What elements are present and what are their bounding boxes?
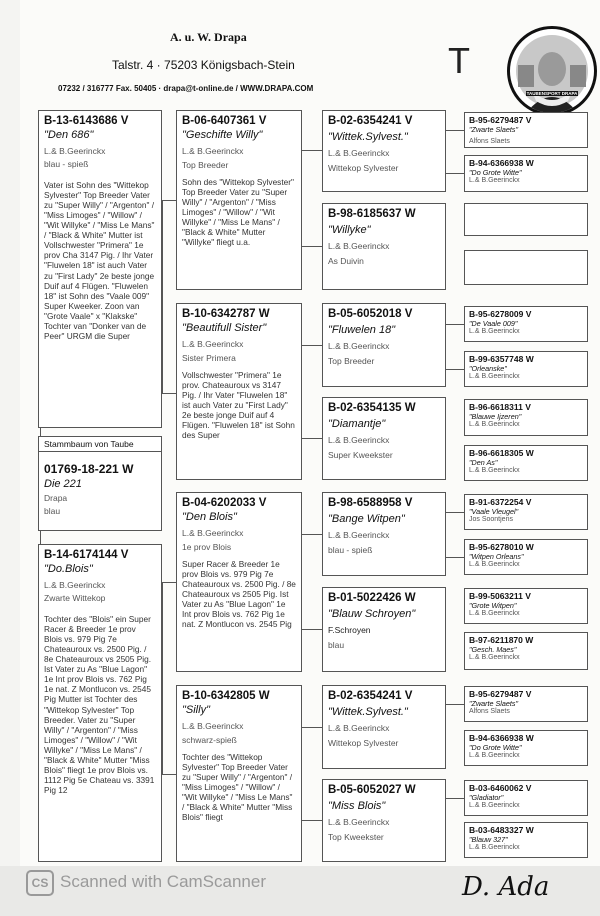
- color-note: Wittekop Sylvester: [328, 737, 399, 748]
- pigeon-name: "Gesch. Maes": [469, 645, 517, 654]
- ring-number: B-95-6279487 V: [469, 689, 532, 699]
- description: Super Racer & Breeder 1e prov Blois vs. 979 Pig 7e Chateauroux vs. 2500 Pig. / 8e Chateauroux vs 2505 Pig. Ist Vater zu As "Blue Lagon" 1e Int prov Blois vs. 762 Pig 1e nat. Z Montlucon vs. 2545 Pig: [182, 558, 296, 630]
- breeder: Alfons Slaets: [469, 138, 510, 145]
- connector-col3e: [446, 512, 464, 513]
- pigeon-name: "Vaale Vleugel": [469, 507, 519, 516]
- connector-subject-mother: [40, 531, 41, 544]
- col3-card-3: [322, 397, 446, 480]
- breeder: L.& B.Geerinckx: [182, 721, 244, 731]
- connector-col1-father-bottom: [162, 393, 176, 394]
- col2-card-1: [176, 303, 302, 480]
- connector-col3b: [446, 173, 464, 174]
- pigeon-name: "Geschifte Willy": [182, 129, 263, 141]
- pigeon-name: "Zwarte Slaets": [469, 125, 519, 134]
- father-ring: B-13-6143686 V: [44, 115, 129, 127]
- pigeon-name: "Diamantje": [328, 418, 386, 430]
- col3-card-4: [322, 492, 446, 576]
- subject-heading: Stammbaum von Taube: [39, 439, 161, 452]
- connector-col2-2b: [302, 629, 322, 630]
- ring-number: B-05-6052018 V: [328, 308, 413, 320]
- father-name: "Den 686": [44, 129, 94, 141]
- logo-emblem: [507, 26, 597, 116]
- col4-card-9: [464, 539, 588, 575]
- pigeon-name: "Zwarte Slaets": [469, 699, 519, 708]
- col2-card-0: [176, 110, 302, 290]
- scanner-watermark: Scanned with CamScanner: [60, 872, 267, 891]
- breeder: L.& B.Geerinckx: [182, 528, 244, 538]
- breeder: L.& B.Geerinckx: [469, 752, 520, 759]
- company-name: A. u. W. Drapa: [170, 30, 247, 44]
- ring-number: B-94-6366938 W: [469, 158, 534, 168]
- company-address: Talstr. 4 · 75203 Königsbach-Stein: [112, 58, 295, 72]
- breeder: L.& B.Geerinckx: [469, 328, 520, 335]
- pigeon-name: "Grote Witpen": [469, 601, 517, 610]
- pigeon-name: "Den As": [469, 458, 498, 467]
- ring-number: B-94-6366938 W: [469, 733, 534, 743]
- col4-card-10: [464, 588, 588, 624]
- breeder: L.& B.Geerinckx: [469, 561, 520, 568]
- ring-number: B-95-6279487 V: [469, 115, 532, 125]
- ring-number: B-06-6407361 V: [182, 115, 267, 127]
- connector-col2-3b: [302, 820, 322, 821]
- scanner-logo-icon: CS: [26, 870, 54, 896]
- description: Tochter des "Wittekop Sylvester" Top Breeder Vater zu "Super Willy" / "Argenton" / "Miss Limoges" / "Willow" / "Wit Willyke" / "Miss Le Mans" / "Black & White" Mutter "Miss Blois" fliegt: [182, 751, 293, 823]
- col3-card-5: [322, 587, 446, 672]
- company-contact: 07232 / 316777 Fax. 50405 · drapa@t-online.de / WWW.DRAPA.COM: [58, 84, 314, 93]
- signature: D. Ada: [462, 872, 550, 902]
- breeder: L.& B.Geerinckx: [328, 817, 390, 827]
- pigeon-name: "Silly": [182, 704, 210, 716]
- subject-ring: 01769-18-221 W: [44, 462, 134, 476]
- pigeon-name: "Orleanske": [469, 364, 507, 373]
- mother-card: [38, 544, 162, 862]
- connector-col3: [446, 130, 464, 131]
- ring-number: B-95-6278010 W: [469, 542, 534, 552]
- pigeon-name: "Do Grote Witte": [469, 168, 522, 177]
- subject-color: blau: [44, 505, 61, 516]
- pigeon-name: "Blauw Schroyen": [328, 608, 416, 620]
- col3-card-1: [322, 203, 446, 290]
- connector-col1-father: [162, 200, 163, 393]
- pigeon-name: "Witpen Orleans": [469, 552, 524, 561]
- pigeon-name: "Miss Blois": [328, 800, 386, 812]
- color-note: Wittekop Sylvester: [328, 162, 399, 173]
- ring-number: B-05-6052027 W: [328, 784, 416, 796]
- color-note: blau: [328, 639, 345, 650]
- col4-card-4: [464, 306, 588, 342]
- breeder: L.& B.Geerinckx: [328, 148, 390, 158]
- subject-card: [38, 436, 162, 531]
- color-note: Top Kweekster: [328, 831, 384, 842]
- color-note: 1e prov Blois: [182, 541, 232, 552]
- color-note: Top Breeder: [182, 159, 229, 170]
- pigeon-name: "Bange Witpen": [328, 513, 405, 525]
- father-description: Vater ist Sohn des "Wittekop Sylvester" Top Breeder Vater zu "Super Willy" / "Argenton" / "Miss Limoges" / "Willow" / "Wit Willyke" / "Miss Le Mans" / "Black & White" Mutter ist Vollschwester "Primera" 1e prov Cha 3147 Pig. / Ihr Vater "Fluwelen 18" ist auch Vater zu "First Lady" 2e beste jonge Duif auf 4 Flügen. "Fluwelen 18" ist Sohn des "Vaale 009" Super Kweeker. Zoon van "Grote Vaale" x "Klakske" Tochter van "Donker van de Peer" URGM die Super: [44, 179, 155, 342]
- logo-ribbon: TAUBENSPORT DRAPA: [526, 91, 578, 96]
- breeder: L.& B.Geerinckx: [328, 241, 390, 251]
- color-note: blau - spieß: [328, 544, 373, 555]
- connector-col1-mother-top: [162, 582, 176, 583]
- connector-col3d: [446, 369, 464, 370]
- col3-card-6: [322, 685, 446, 769]
- connector-col1-mother-bottom: [162, 774, 176, 775]
- color-note: Sister Primera: [182, 352, 236, 363]
- pigeon-name: "Blauw 327": [469, 835, 508, 844]
- connector-col2-0b: [302, 246, 322, 247]
- pigeon-name: "Beautifull Sister": [182, 322, 267, 334]
- subject-name: Die 221: [44, 478, 82, 490]
- mother-name: "Do.Blois": [44, 563, 93, 575]
- breeder: L.& B.Geerinckx: [182, 339, 244, 349]
- col4-card-7: [464, 445, 588, 481]
- col2-card-2: [176, 492, 302, 672]
- pigeon-name: "Fluwelen 18": [328, 324, 396, 336]
- pigeon-name: "Willyke": [328, 224, 371, 236]
- ring-number: B-96-6618305 W: [469, 448, 534, 458]
- ring-number: B-01-5022426 W: [328, 592, 416, 604]
- ring-number: B-02-6354135 W: [328, 402, 416, 414]
- breeder: F.Schroyen: [328, 625, 371, 635]
- color-note: Super Kweekster: [328, 449, 393, 460]
- pigeon-name: "Wittek.Sylvest.": [328, 131, 408, 143]
- ring-number: B-10-6342787 W: [182, 308, 270, 320]
- breeder: L.& B.Geerinckx: [469, 177, 520, 184]
- ring-number: B-03-6460062 V: [469, 783, 532, 793]
- col4-card-12: [464, 686, 588, 722]
- col4-card-6: [464, 399, 588, 436]
- pigeon-name: "Do Grote Witte": [469, 743, 522, 752]
- ring-number: B-04-6202033 V: [182, 497, 267, 509]
- pigeon-name: "Wittek.Sylvest.": [328, 706, 408, 718]
- breeder: L.& B.Geerinckx: [328, 435, 390, 445]
- col4-card-2: [464, 203, 588, 236]
- logo-letter: T: [448, 40, 470, 81]
- col3-card-2: [322, 303, 446, 387]
- connector-col2-3: [302, 727, 322, 728]
- mother-breeder: L.& B.Geerinckx: [44, 580, 106, 590]
- father-card: [38, 110, 162, 428]
- mother-color: Zwarte Wittekop: [44, 592, 106, 603]
- col4-card-5: [464, 351, 588, 387]
- breeder: L.& B.Geerinckx: [328, 723, 390, 733]
- col4-card-3: [464, 250, 588, 285]
- breeder: L.& B.Geerinckx: [469, 654, 520, 661]
- ring-number: B-98-6588958 V: [328, 497, 413, 509]
- color-note: As Duivin: [328, 255, 364, 266]
- subject-breeder: Drapa: [44, 493, 68, 503]
- mother-description: Tochter des "Blois" ein Super Racer & Breeder 1e prov Blois vs. 979 Pig 7e Chateauroux vs. 2500 Pig. / 8e Chateauroux vs 2505 Pig. Ist Vater zu As "Blue Lagon" 1e Int prov Blois vs. 762 Pig 1e nat. Z Montlucon vs. 2545 Pig Mutter ist Tochter des "Wittekop Sylvester" Top Breeder. Vater zu "Super Willy" / "Argenton" / "Miss Limoges" / "Willow" / "Wit Willyke" / "Miss Le Mans" / "Black & White" Mutter "Miss Blois" fliegt 1e prov Blois vs. 1112 Pig 5e Chateau vs. 3391 Pig 12: [44, 613, 155, 796]
- connector-col3g: [446, 704, 464, 705]
- ring-number: B-02-6354241 V: [328, 115, 413, 127]
- ring-number: B-91-6372254 V: [469, 497, 532, 507]
- col4-card-15: [464, 822, 588, 858]
- ring-number: B-95-6278009 V: [469, 309, 532, 319]
- breeder: L.& B.Geerinckx: [469, 802, 520, 809]
- portrait-icon: [510, 29, 594, 113]
- ring-number: B-97-6211870 W: [469, 635, 534, 645]
- col4-card-11: [464, 632, 588, 670]
- connector-col2-0: [302, 150, 322, 151]
- col4-card-13: [464, 730, 588, 766]
- father-color: blau - spieß: [44, 158, 89, 169]
- connector-col3f: [446, 557, 464, 558]
- col2-card-3: [176, 685, 302, 862]
- ring-number: B-03-6483327 W: [469, 825, 534, 835]
- ring-number: B-10-6342805 W: [182, 690, 270, 702]
- description: Vollschwester "Primera" 1e prov. Chateauroux vs 3147 Pig. / Ihr Vater "Fluwelen 18" ist auch Vater zu "First Lady" 2e beste jonge Duif auf 4 Flügen. "Fluwelen 18" ist Sohn des Super: [182, 369, 295, 441]
- col4-card-14: [464, 780, 588, 816]
- col4-card-8: [464, 494, 588, 530]
- col3-card-7: [322, 779, 446, 862]
- connector-col3c: [446, 324, 464, 325]
- breeder: L.& B.Geerinckx: [182, 146, 244, 156]
- connector-col2-1: [302, 345, 322, 346]
- connector-col2-2: [302, 534, 322, 535]
- breeder: L.& B.Geerinckx: [469, 610, 520, 617]
- father-breeder: L.& B.Geerinckx: [44, 146, 106, 156]
- connector-col1-mother: [162, 582, 163, 774]
- ring-number: B-99-6357748 W: [469, 354, 534, 364]
- connector-col1-father-top: [162, 200, 176, 201]
- ring-number: B-98-6185637 W: [328, 208, 416, 220]
- color-note: Top Breeder: [328, 355, 375, 366]
- breeder: L.& B.Geerinckx: [469, 373, 520, 380]
- breeder: L.& B.Geerinckx: [469, 844, 520, 851]
- color-note: schwarz-spieß: [182, 734, 237, 745]
- pigeon-name: "Gladiator": [469, 793, 504, 802]
- breeder: L.& B.Geerinckx: [469, 421, 520, 428]
- description: Sohn des "Wittekop Sylvester" Top Breeder Vater zu "Super Willy" / "Argenton" / "Miss Limoges" / "Willow" / "Wit Willyke" / "Miss Le Mans" / "Black & White" Mutter "Willyke" fliegt u.a.: [182, 176, 294, 248]
- ring-number: B-02-6354241 V: [328, 690, 413, 702]
- pigeon-name: "Blauwe Ijzeren": [469, 412, 522, 421]
- pigeon-name: "Den Blois": [182, 511, 237, 523]
- col4-card-0: [464, 112, 588, 148]
- ring-number: B-99-5063211 V: [469, 591, 531, 601]
- breeder: L.& B.Geerinckx: [469, 467, 520, 474]
- breeder: Jos Soontjens: [469, 516, 513, 523]
- ring-number: B-96-6618311 V: [469, 402, 531, 412]
- breeder: L.& B.Geerinckx: [328, 341, 390, 351]
- connector-subject-father: [40, 428, 41, 436]
- connector-col3h: [446, 798, 464, 799]
- breeder: Alfons Slaets: [469, 708, 510, 715]
- mother-ring: B-14-6174144 V: [44, 549, 129, 561]
- breeder: L.& B.Geerinckx: [328, 530, 390, 540]
- col3-card-0: [322, 110, 446, 192]
- pigeon-name: "De Vaale 009": [469, 319, 518, 328]
- connector-col2-1b: [302, 438, 322, 439]
- col4-card-1: [464, 155, 588, 192]
